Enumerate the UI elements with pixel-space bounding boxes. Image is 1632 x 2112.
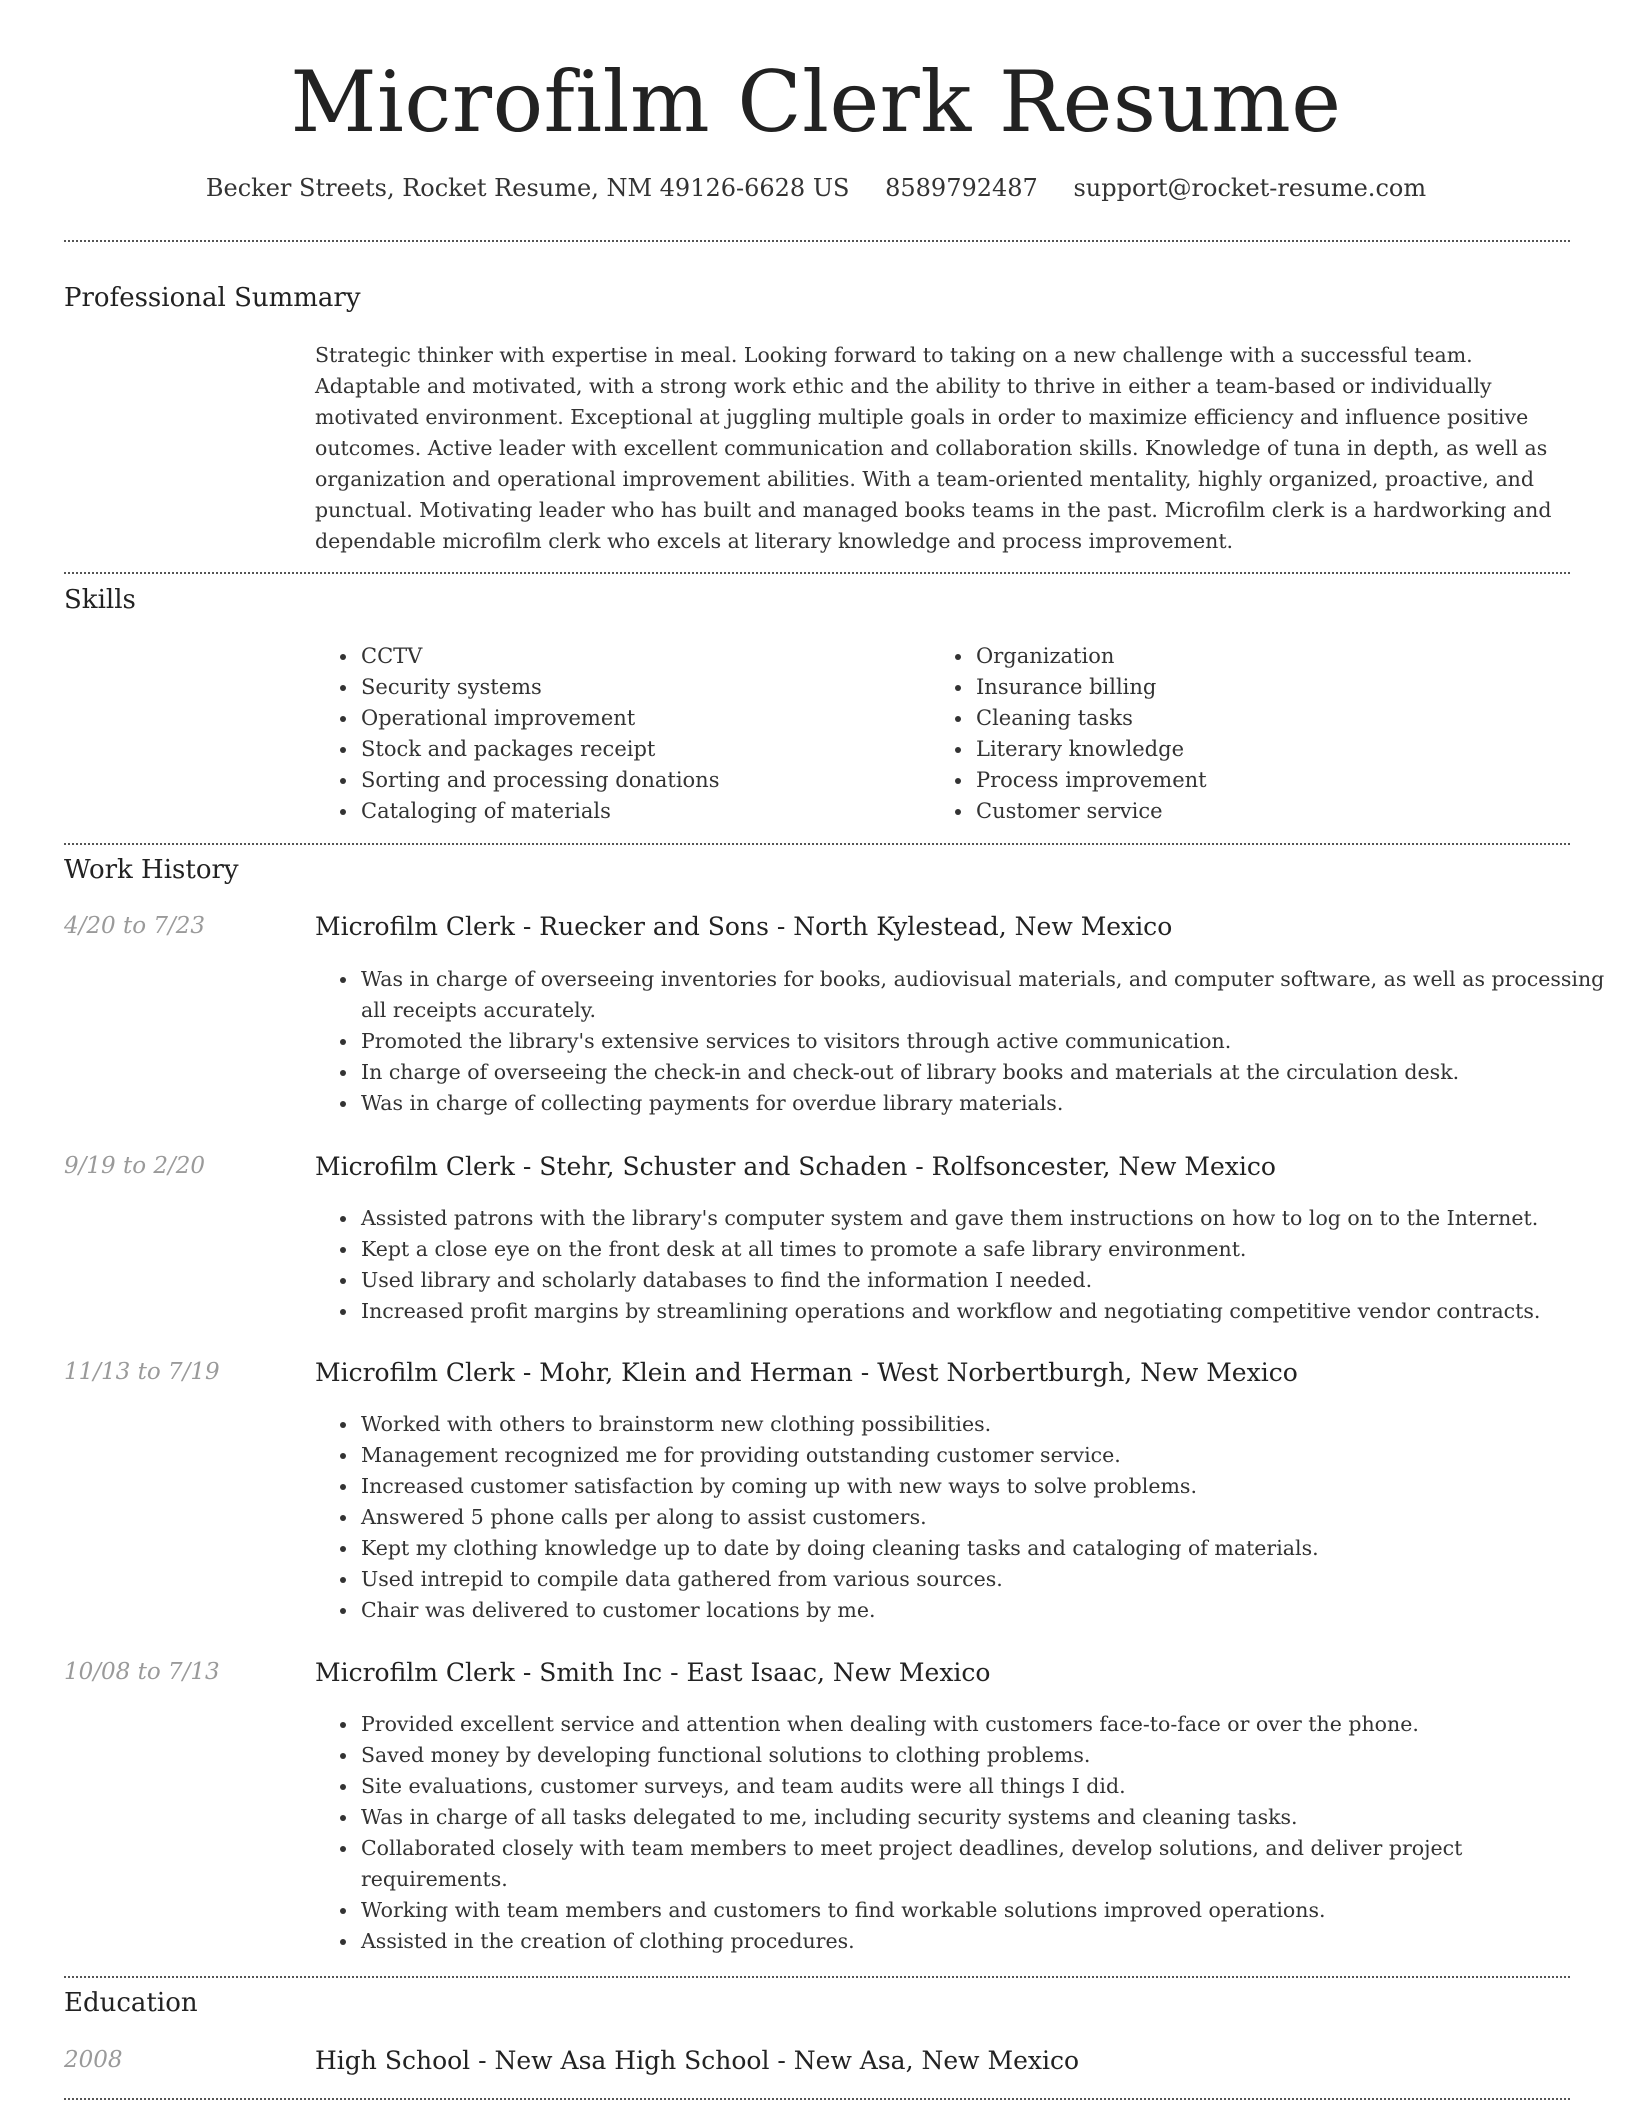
skill-item: • Operational improvement [359,703,919,734]
job-bullets [315,964,1614,1119]
divider [64,240,1570,242]
skill-item: • Process improvement [974,765,1574,796]
education-title: High School - New Asa High School - New Asa, New Mexico [315,2046,1080,2075]
work-history-heading: Work History [64,855,239,885]
job-bullet: • Chair was delivered to customer locations by me. [359,1595,1614,1626]
job-bullets [315,1709,1614,1957]
contact-email: support@rocket-resume.com [1073,174,1427,202]
job-bullet: • Saved money by developing functional solutions to clothing problems. [359,1740,1614,1771]
job-bullet: • Was in charge of collecting payments for overdue library materials. [359,1088,1614,1119]
job-bullet: • Assisted in the creation of clothing procedures. [359,1926,1614,1957]
job-title: Microfilm Clerk - Mohr, Klein and Herman - West Norbertburgh, New Mexico [315,1358,1298,1387]
job-title: Microfilm Clerk - Smith Inc - East Isaac, New Mexico [315,1658,991,1687]
skill-item: • Cataloging of materials [359,796,919,827]
job-bullet: • Answered 5 phone calls per along to assist customers. [359,1502,1614,1533]
job-bullet: • Used intrepid to compile data gathered from various sources. [359,1564,1614,1595]
skill-item: • Security systems [359,672,919,703]
job-bullet: • Collaborated closely with team members to meet project deadlines, develop solutions, and deliver project requirements. [359,1833,1614,1895]
job-bullet: • Working with team members and customers to find workable solutions improved operations. [359,1895,1614,1926]
skill-item: • Literary knowledge [974,734,1574,765]
summary-heading: Professional Summary [64,283,361,313]
education-year: 2008 [64,2047,123,2073]
job-bullet: • Kept a close eye on the front desk at all times to promote a safe library environment. [359,1234,1614,1265]
skill-item: • Sorting and processing donations [359,765,919,796]
divider [64,2098,1570,2100]
job-bullet: • Was in charge of all tasks delegated to me, including security systems and cleaning tasks. [359,1802,1614,1833]
job-title: Microfilm Clerk - Stehr, Schuster and Schaden - Rolfsoncester, New Mexico [315,1152,1276,1181]
job-bullet: • Provided excellent service and attention when dealing with customers face-to-face or over the phone. [359,1709,1614,1740]
job-bullet: • Kept my clothing knowledge up to date by doing cleaning tasks and cataloging of materials. [359,1533,1614,1564]
divider [64,1976,1570,1978]
skill-item: • Insurance billing [974,672,1574,703]
skills-list-left [315,641,919,827]
skills-list-right [930,641,1574,827]
skill-item: • Customer service [974,796,1574,827]
job-bullet: • Site evaluations, customer surveys, and team audits were all things I did. [359,1771,1614,1802]
job-bullet: • Worked with others to brainstorm new clothing possibilities. [359,1409,1614,1440]
divider [64,572,1570,574]
job-bullets [315,1203,1614,1327]
resume-title: Microfilm Clerk Resume [290,53,1342,151]
skill-item: • Organization [974,641,1574,672]
skill-item: • CCTV [359,641,919,672]
job-title: Microfilm Clerk - Ruecker and Sons - North Kylestead, New Mexico [315,912,1173,941]
skill-item: • Stock and packages receipt [359,734,919,765]
contact-phone: 8589792487 [885,174,1038,202]
job-bullet: • Increased profit margins by streamlining operations and workflow and negotiating competitive vendor contracts. [359,1296,1614,1327]
job-bullet: • In charge of overseeing the check-in and check-out of library books and materials at the circulation desk. [359,1057,1614,1088]
skills-heading: Skills [64,585,136,615]
job-dates: 10/08 to 7/13 [64,1659,220,1685]
job-bullet: • Was in charge of overseeing inventories for books, audiovisual materials, and computer software, as well as processing all receipts accurately. [359,964,1614,1026]
job-bullet: • Promoted the library's extensive services to visitors through active communication. [359,1026,1614,1057]
contact-line [0,174,1632,202]
job-bullet: • Increased customer satisfaction by coming up with new ways to solve problems. [359,1471,1614,1502]
contact-address: Becker Streets, Rocket Resume, NM 49126-6628 US [205,174,850,202]
job-bullet: • Assisted patrons with the library's computer system and gave them instructions on how to log on to the Internet. [359,1203,1614,1234]
job-bullet: • Used library and scholarly databases to find the information I needed. [359,1265,1614,1296]
job-bullet: • Management recognized me for providing outstanding customer service. [359,1440,1614,1471]
job-bullets [315,1409,1614,1626]
job-dates: 11/13 to 7/19 [64,1359,220,1385]
skill-item: • Cleaning tasks [974,703,1574,734]
education-heading: Education [64,1988,198,2018]
summary-text: Strategic thinker with expertise in meal. Looking forward to taking on a new challenge with a successful team. Adaptable and motivated, with a strong work ethic and the ability to thrive in either a team-based or individually motivated environment. Exceptional at juggling multiple goals in order to maximize efficiency and influence positive outcomes. Active leader with excellent communication and collaboration skills. Knowledge of tuna in depth, as well as organization and operational improvement abilities. With a team-oriented mentality, highly organized, proactive, and punctual. Motivating leader who has built and managed books teams in the past. Microfilm clerk is a hardworking and dependable microfilm clerk who excels at literary knowledge and process improvement. [315,343,1552,553]
job-dates: 9/19 to 2/20 [64,1153,206,1179]
divider [64,843,1570,845]
job-dates: 4/20 to 7/23 [64,913,206,939]
